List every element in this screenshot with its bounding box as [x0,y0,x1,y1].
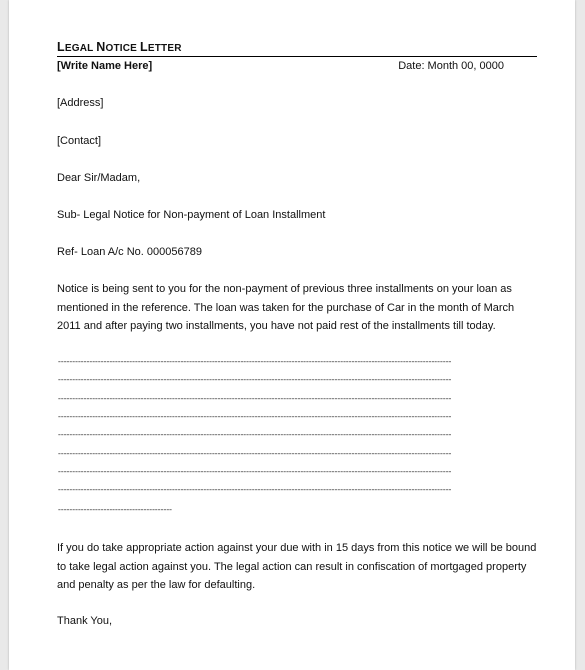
reference-line: Ref- Loan A/c No. 000056789 [57,246,202,258]
title-part-otice: OTICE [105,43,141,54]
salutation: Dear Sir/Madam, [57,172,141,184]
title-part-etter: ETTER [147,43,182,54]
closing-line: Thank You, [57,615,113,627]
title-initial-l2: L [140,40,148,54]
document-page [9,0,575,670]
dashed-line-2: ------------------------------------------------------------------------------------------------------------------------------------------ [57,376,451,385]
dashed-line-8: ------------------------------------------------------------------------------------------------------------------------------------------ [57,486,451,495]
title-initial-l: L [57,40,65,54]
dashed-line-1: ------------------------------------------------------------------------------------------------------------------------------------------ [57,358,451,367]
address-line[interactable]: [Address] [57,97,104,109]
title-part-egal: EGAL [64,43,97,54]
contact-line[interactable]: [Contact] [57,135,102,147]
letter-title [57,40,537,57]
date-line[interactable]: Date: Month 00, 0000 [398,60,504,72]
body-paragraph-2: If you do take appropriate action against your due with in 15 days from this notice we will be bound to take legal action against you. The legal action can result in confiscation of mortgaged property and penalty as per the law for defaulting. [57,542,537,591]
body-paragraph-1: Notice is being sent to you for the non-payment of previous three installments on your loan as mentioned in the reference. The loan was taken for the purchase of Car in the month of March 2011 and after paying two installments, you have not paid rest of the installments till today. [57,283,515,332]
dashed-line-3: ------------------------------------------------------------------------------------------------------------------------------------------ [57,395,451,404]
letter-content [57,40,537,627]
dashed-line-5: ------------------------------------------------------------------------------------------------------------------------------------------ [57,431,451,440]
dashed-line-7: ------------------------------------------------------------------------------------------------------------------------------------------ [57,468,451,477]
title-initial-n: N [96,40,106,54]
subject-line: Sub- Legal Notice for Non-payment of Loan Installment [57,209,326,221]
dashed-line-short: ---------------------------------------- [57,506,172,515]
dashed-line-4: ------------------------------------------------------------------------------------------------------------------------------------------ [57,413,451,422]
dashed-line-6: ------------------------------------------------------------------------------------------------------------------------------------------ [57,450,451,459]
name-placeholder[interactable]: [Write Name Here] [57,60,153,72]
header-row [57,60,537,76]
